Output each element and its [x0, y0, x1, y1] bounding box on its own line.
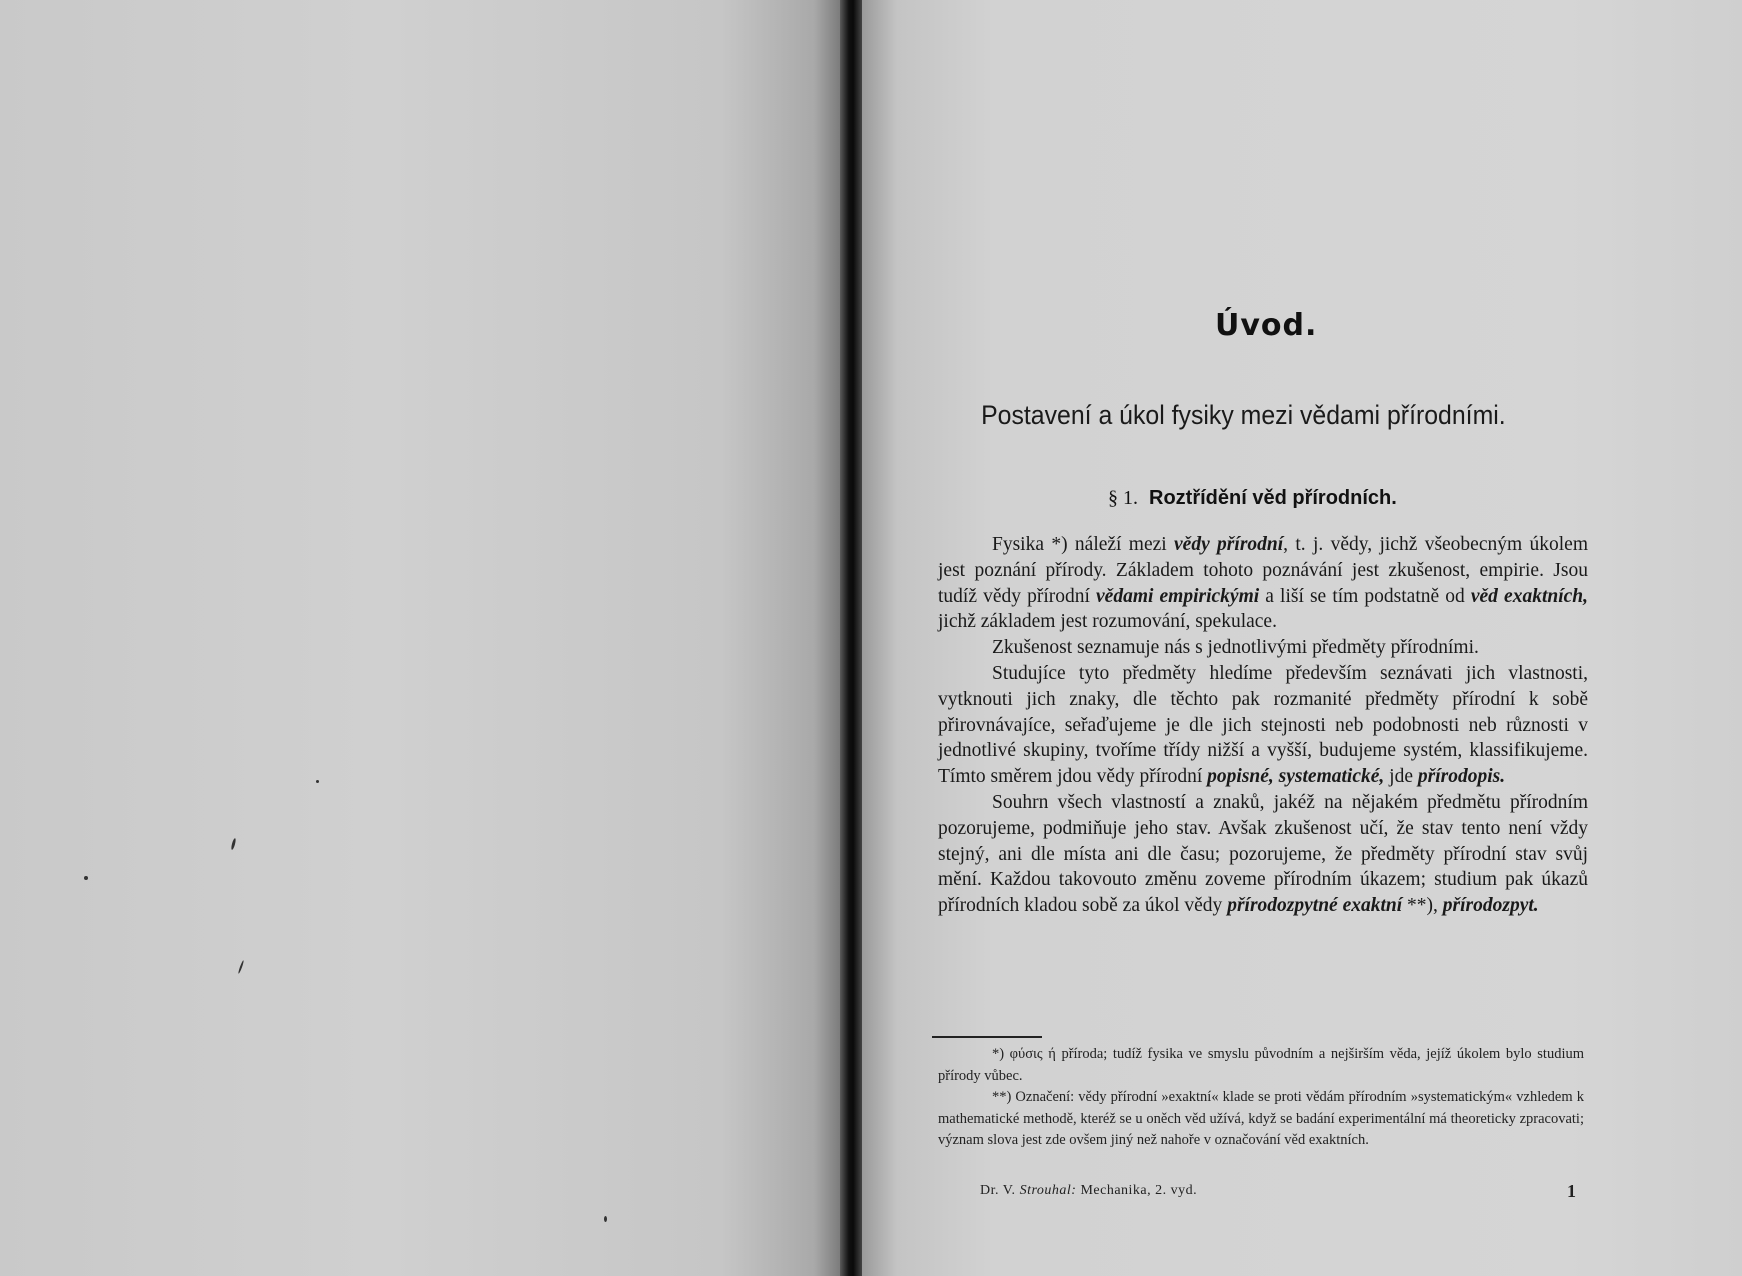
text-run: a liší se tím podstatně od — [1259, 585, 1471, 607]
chapter-title: Úvod. — [1215, 308, 1318, 343]
subsection-heading — [1108, 487, 1397, 510]
emphasis-term: přírodopis. — [1417, 766, 1506, 788]
emphasis-term: věd exaktních, — [1470, 585, 1588, 607]
footer-work: Mechanika, 2. vyd. — [1076, 1183, 1198, 1198]
emphasis-term: přírodozpyt. — [1442, 895, 1539, 917]
emphasis-term: vědami empirickými — [1096, 585, 1260, 607]
text-run: , t. j. vědy, jichž všeobecným úkolem jest poznání přírody. Základem tohoto poznávání jest zkušenost, empirie. Jsou tudíž vědy přírodní — [938, 534, 1588, 607]
emphasis-term: přírodozpytné exaktní — [1227, 895, 1403, 917]
section-title: Postavení a úkol fysiky mezi vědami přírodními. — [981, 400, 1506, 430]
emphasis-term: popisné, systematické, — [1207, 766, 1385, 788]
subsection-title: Roztřídění věd přírodních. — [1149, 487, 1397, 509]
paragraph-4 — [938, 790, 1588, 919]
book-gutter — [840, 0, 862, 1276]
page-number: 1 — [1567, 1181, 1576, 1201]
paragraph-1 — [938, 532, 1588, 635]
paragraph-2 — [938, 635, 1588, 661]
paragraph-3 — [938, 661, 1588, 790]
text-run: Zkušenost seznamuje nás s jednotlivými předměty přírodními. — [992, 637, 1479, 659]
text-run: jde — [1384, 766, 1418, 788]
text-run: jichž základem jest rozumování, spekulace. — [938, 611, 1277, 633]
section-number: § 1. — [1108, 487, 1138, 509]
text-run: Fysika *) náleží mezi — [992, 534, 1175, 555]
text-run: Souhrn všech vlastností a znaků, jakéž na nějakém předmětu přírodním pozorujeme, podmiňuje jeho stav. Avšak zkušenost učí, že stav tento není vždy stejný, ani dle místa ani dle času; pozorujeme, že předměty přírodní stav svůj mění. Každou takovouto změnu zoveme přírodním úkazem; studium pak úkazů přírodních kladou sobě za úkol vědy — [938, 791, 1588, 917]
text-run: **), — [1402, 895, 1443, 917]
left-page-blank — [0, 0, 848, 1276]
page-footer — [938, 1183, 1590, 1203]
footer-signature: Dr. V. Strouhal: Mechanika, 2. vyd. — [980, 1183, 1198, 1198]
body-text — [938, 532, 1588, 919]
footnote-1: *) φύσις ή příroda; tudíž fysika ve smyslu původním a nejširším věda, jejíž úkolem bylo studium přírody vůbec. — [938, 1046, 1584, 1084]
footnote-2: **) Označení: vědy přírodní »exaktní« klade se proti vědám přírodním »systematickým« vzhledem k mathematické methodě, kteréž se u oněch věd užívá, když se badání experimentální má theoreticky zpracovati; význam slova jest zde ovšem jiný než nahoře v označování věd exaktních. — [938, 1089, 1584, 1148]
emphasis-term: vědy přírodní — [1174, 534, 1284, 555]
text-run: Studujíce tyto předměty hledíme především seznávati jich vlastnosti, vytknouti jich znaky, dle těchto pak rozmanité předměty přírodní k sobě přirovnávajíce, seřaďujeme je dle jich stejnosti neb podobnosti neb různosti v jednotlivé skupiny, tvoříme třídy nižší a vyšší, budujeme systém, klassifikujeme. Tímto směrem jdou vědy přírodní — [938, 662, 1588, 788]
footnote-rule — [932, 1036, 1042, 1038]
footnotes — [938, 1044, 1584, 1152]
footer-author: Strouhal: — [1019, 1183, 1077, 1198]
